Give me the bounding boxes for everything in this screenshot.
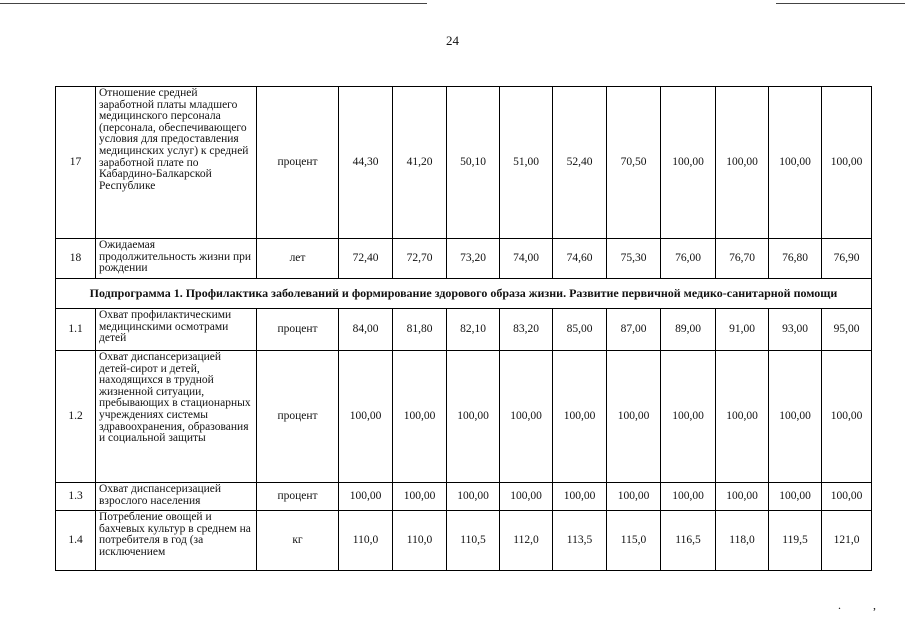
indicators-table (55, 86, 872, 571)
value-cell: 100,00 (553, 351, 607, 483)
row-number: 18 (56, 239, 96, 279)
value-cell: 110,0 (393, 511, 447, 571)
value-cell: 100,00 (339, 351, 393, 483)
value-cell: 100,00 (553, 483, 607, 511)
value-cell: 100,00 (822, 87, 872, 239)
value-cell: 100,00 (447, 483, 500, 511)
value-cell: 72,70 (393, 239, 447, 279)
scan-mark: . (838, 598, 841, 612)
value-cell: 51,00 (500, 87, 553, 239)
table-row (56, 483, 872, 511)
indicator-name: Ожидаемая продолжительность жизни при рождении (96, 239, 257, 279)
value-cell: 84,00 (339, 309, 393, 351)
value-cell: 87,00 (607, 309, 661, 351)
value-cell: 76,90 (822, 239, 872, 279)
scan-top-rule (0, 3, 427, 4)
value-cell: 100,00 (661, 351, 716, 483)
unit-cell: кг (257, 511, 339, 571)
row-number: 1.3 (56, 483, 96, 511)
value-cell: 89,00 (661, 309, 716, 351)
value-cell: 76,00 (661, 239, 716, 279)
value-cell: 113,5 (553, 511, 607, 571)
page-number: 24 (446, 33, 459, 48)
value-cell: 82,10 (447, 309, 500, 351)
unit-cell: процент (257, 351, 339, 483)
value-cell: 100,00 (607, 351, 661, 483)
value-cell: 119,5 (769, 511, 822, 571)
subprogram-row (56, 279, 872, 309)
indicator-name: Охват диспансеризацией взрослого населения (96, 483, 257, 511)
scan-mark-2: , (873, 598, 876, 612)
value-cell: 100,00 (500, 351, 553, 483)
unit-cell: процент (257, 309, 339, 351)
row-number: 1.1 (56, 309, 96, 351)
value-cell: 41,20 (393, 87, 447, 239)
value-cell: 93,00 (769, 309, 822, 351)
indicator-name: Потребление овощей и бахчевых культур в среднем на потребителя в год (за исключением (96, 511, 257, 571)
value-cell: 100,00 (716, 351, 769, 483)
value-cell: 110,5 (447, 511, 500, 571)
value-cell: 112,0 (500, 511, 553, 571)
unit-cell: процент (257, 483, 339, 511)
row-number: 1.4 (56, 511, 96, 571)
value-cell: 100,00 (769, 351, 822, 483)
value-cell: 100,00 (716, 87, 769, 239)
value-cell: 73,20 (447, 239, 500, 279)
value-cell: 100,00 (822, 351, 872, 483)
value-cell: 100,00 (716, 483, 769, 511)
value-cell: 100,00 (661, 483, 716, 511)
value-cell: 74,60 (553, 239, 607, 279)
value-cell: 76,80 (769, 239, 822, 279)
value-cell: 115,0 (607, 511, 661, 571)
value-cell: 75,30 (607, 239, 661, 279)
value-cell: 100,00 (393, 351, 447, 483)
value-cell: 100,00 (500, 483, 553, 511)
table-row (56, 239, 872, 279)
table-row (56, 511, 872, 571)
value-cell: 100,00 (393, 483, 447, 511)
row-number: 17 (56, 87, 96, 239)
value-cell: 70,50 (607, 87, 661, 239)
value-cell: 100,00 (769, 87, 822, 239)
table-row (56, 309, 872, 351)
value-cell: 76,70 (716, 239, 769, 279)
value-cell: 81,80 (393, 309, 447, 351)
table-row (56, 87, 872, 239)
value-cell: 100,00 (769, 483, 822, 511)
value-cell: 44,30 (339, 87, 393, 239)
value-cell: 121,0 (822, 511, 872, 571)
value-cell: 110,0 (339, 511, 393, 571)
subprogram-heading: Подпрограмма 1. Профилактика заболеваний и формирование здорового образа жизни. Развитие первичной медико-санитарной помощи (56, 279, 872, 309)
indicator-name: Охват диспансеризацией детей-сирот и детей, находящихся в трудной жизненной ситуации, пребывающих в стационарных учреждениях системы здравоохранения, образования и социальной защиты (96, 351, 257, 483)
scan-top-rule-right (776, 3, 905, 4)
table-row (56, 351, 872, 483)
unit-cell: лет (257, 239, 339, 279)
value-cell: 100,00 (339, 483, 393, 511)
value-cell: 118,0 (716, 511, 769, 571)
value-cell: 85,00 (553, 309, 607, 351)
indicator-name: Отношение средней заработной платы младшего медицинского персонала (персонала, обеспечивающего условия для предоставления медицинских услуг) к средней заработной плате по Кабардино-Балкарской Республике (96, 87, 257, 239)
value-cell: 52,40 (553, 87, 607, 239)
unit-cell: процент (257, 87, 339, 239)
value-cell: 91,00 (716, 309, 769, 351)
value-cell: 100,00 (822, 483, 872, 511)
value-cell: 83,20 (500, 309, 553, 351)
value-cell: 74,00 (500, 239, 553, 279)
value-cell: 100,00 (661, 87, 716, 239)
value-cell: 50,10 (447, 87, 500, 239)
value-cell: 95,00 (822, 309, 872, 351)
value-cell: 72,40 (339, 239, 393, 279)
row-number: 1.2 (56, 351, 96, 483)
value-cell: 100,00 (447, 351, 500, 483)
indicator-name: Охват профилактическими медицинскими осмотрами детей (96, 309, 257, 351)
value-cell: 100,00 (607, 483, 661, 511)
value-cell: 116,5 (661, 511, 716, 571)
